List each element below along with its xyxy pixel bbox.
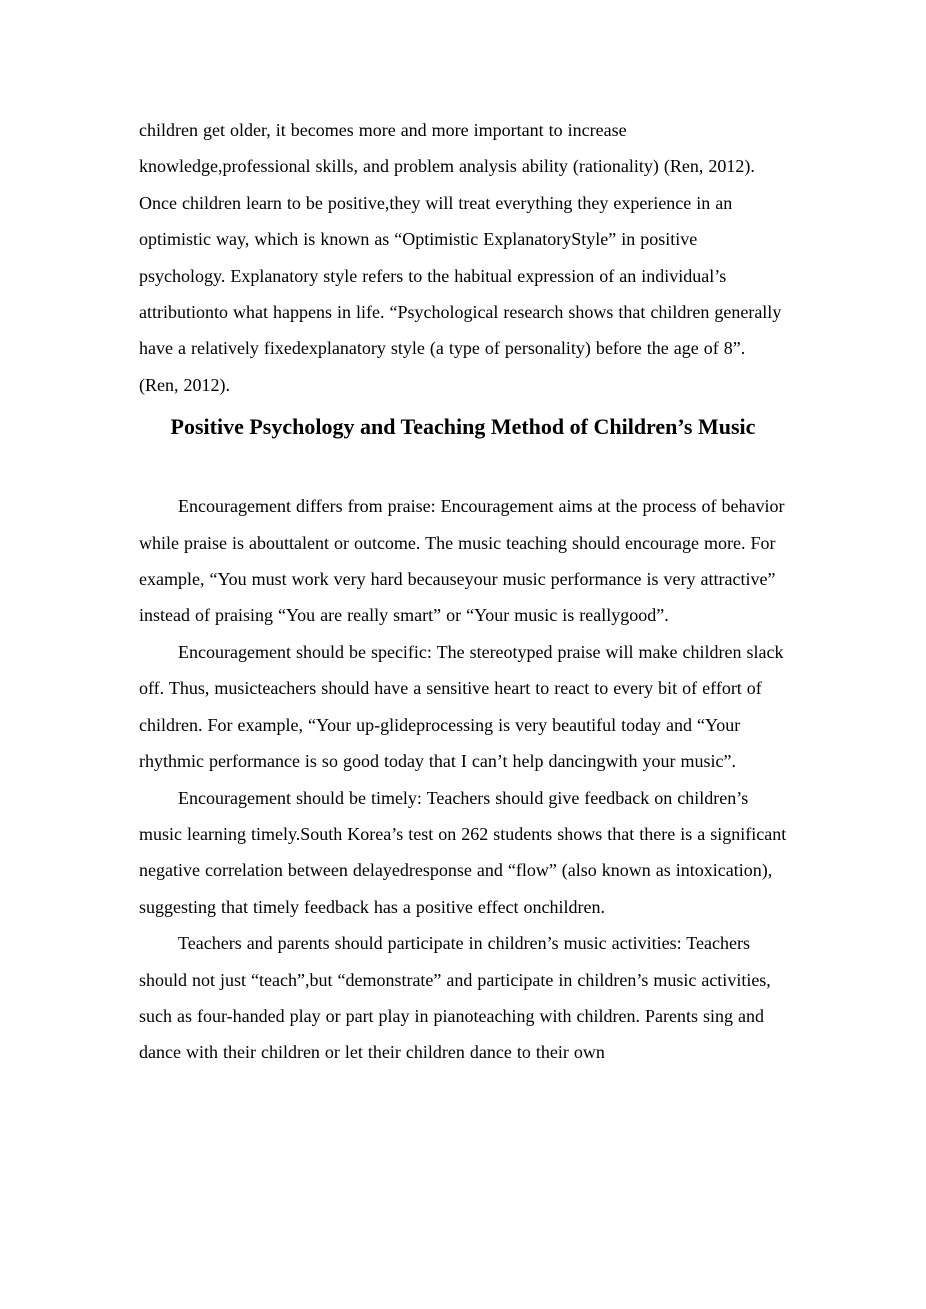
paragraph-encouragement-should-be-specific: Encouragement should be specific: The stereotyped praise will make children slack off. Thus, musicteachers should have a sensitive heart to react to every bit of effort of children. For example, “Your up-glideprocessing is very beautiful today and “Your rhythmic performance is so good today that I can’t help dancingwith your music”. [139, 641, 784, 772]
intro-paragraph: children get older, it becomes more and more important to increase knowledge,professional skills, and problem analysis ability (rationality) (Ren, 2012). Once children learn to be positive,they will treat everything they experience in an optimistic way, which is known as “Optimistic ExplanatoryStyle” in positive psychology. Explanatory style refers to the habitual expression of an individual’s attributionto what happens in life. “Psychological research shows that children generally have a relatively fixedexplanatory style (a type of personality) before the age of 8”. (Ren, 2012). [139, 120, 782, 395]
paragraph-teachers-and-parents-participate: Teachers and parents should participate in children’s music activities: Teachers should not just “teach”,but “demonstrate” and participate in children’s music activities, such as four-handed play or part play in pianoteaching with children. Parents sing and dance with their children or let their children dance to their own [139, 933, 771, 1063]
section-heading: Positive Psychology and Teaching Method of Children’s Music [170, 414, 756, 440]
paragraph-encouragement-differs-from-praise: Encouragement differs from praise: Encouragement aims at the process of behavior while praise is abouttalent or outcome. The music teaching should encourage more. For example, “You must work very hard becauseyour music performance is very attractive” instead of praising “You are really smart” or “Your music is reallygood”. [139, 496, 785, 626]
paragraph-encouragement-should-be-timely: Encouragement should be timely: Teachers should give feedback on children’s music learning timely.South Korea’s test on 262 students shows that there is a significant negative correlation between delayedresponse and “flow” (also known as intoxication), suggesting that timely feedback has a positive effect onchildren. [139, 787, 787, 917]
